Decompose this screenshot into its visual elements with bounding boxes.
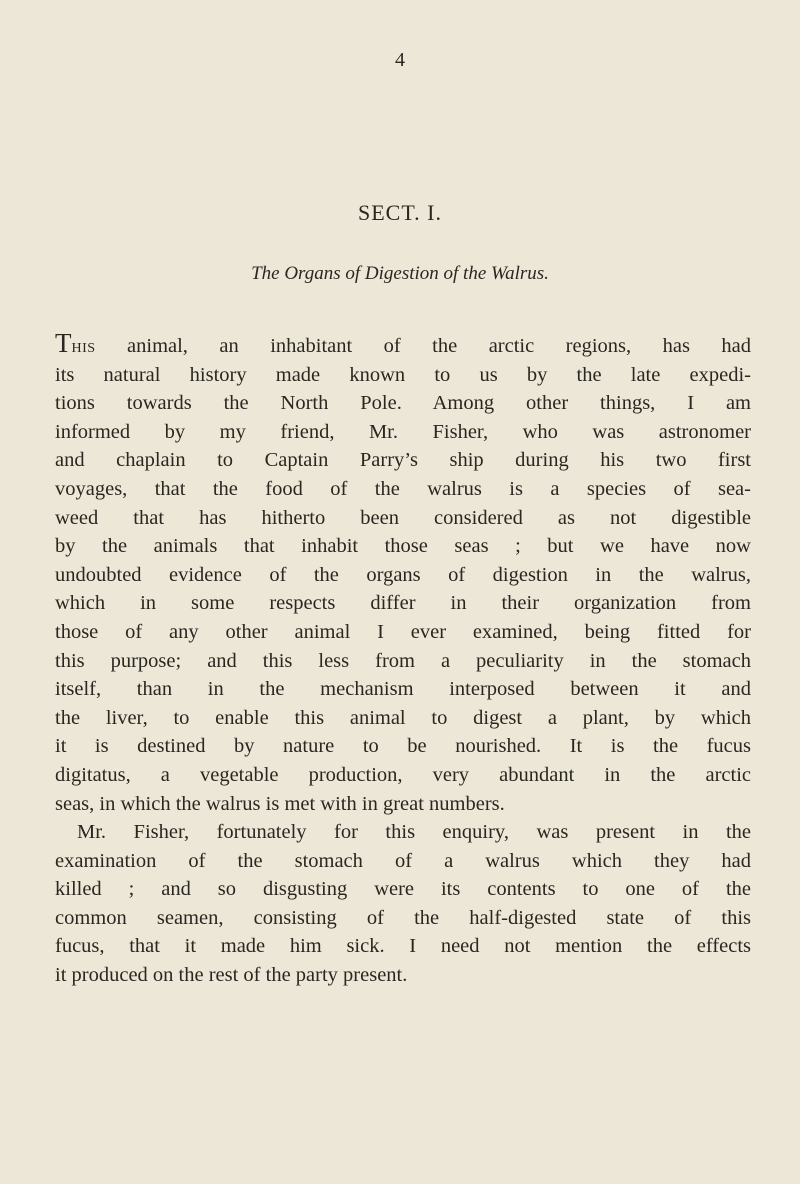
section-title: The Organs of Digestion of the Walrus. bbox=[251, 263, 549, 284]
text-line-16: digitatus, a vegetable production, very abundant in the arctic bbox=[55, 763, 751, 786]
text-line-17: seas, in which the walrus is met with in great numbers. bbox=[55, 792, 505, 815]
text-line-11: those of any other animal I ever examined, being fitted for bbox=[55, 620, 751, 643]
body-text bbox=[55, 328, 751, 990]
text-line-3: tions towards the North Pole. Among other things, I am bbox=[55, 392, 751, 415]
section-heading: SECT. I. bbox=[358, 200, 442, 225]
text-line-13: itself, than in the mechanism interposed between it and bbox=[55, 678, 751, 701]
text-line-7: weed that has hitherto been considered as not digestible bbox=[55, 506, 751, 529]
text-line-19: examination of the stomach of a walrus which they had bbox=[55, 849, 751, 872]
text-line-15: it is destined by nature to be nourished. It is the fucus bbox=[55, 735, 751, 758]
text-line-8: by the animals that inhabit those seas ; but we have now bbox=[55, 535, 751, 558]
page-number: 4 bbox=[395, 49, 405, 71]
drop-initial: T bbox=[55, 328, 72, 358]
text-line-4: informed by my friend, Mr. Fisher, who was astronomer bbox=[55, 420, 751, 443]
text-line-14: the liver, to enable this animal to digest a plant, by which bbox=[55, 706, 751, 729]
text-line-23: it produced on the rest of the party present. bbox=[55, 964, 408, 987]
text-line-18: Mr. Fisher, fortunately for this enquiry, was present in the bbox=[77, 821, 751, 844]
text-line-10: which in some respects differ in their organization from bbox=[55, 592, 751, 615]
text-line-20: killed ; and so disgusting were its contents to one of the bbox=[55, 878, 751, 901]
smallcaps-word: his bbox=[71, 335, 96, 357]
text-line-21: common seamen, consisting of the half-digested state of this bbox=[55, 906, 751, 929]
text-line-5: and chaplain to Captain Parry’s ship during his two first bbox=[55, 449, 751, 472]
text-line-22: fucus, that it made him sick. I need not mention the effects bbox=[55, 935, 751, 958]
text-line-2: its natural history made known to us by the late expedi- bbox=[55, 363, 751, 386]
text-line-1: This animal, an inhabitant of the arctic regions, has had bbox=[55, 328, 751, 358]
text-line-6: voyages, that the food of the walrus is a species of sea- bbox=[55, 477, 751, 500]
text-line-9: undoubted evidence of the organs of digestion in the walrus, bbox=[55, 563, 751, 586]
text-line-12: this purpose; and this less from a peculiarity in the stomach bbox=[55, 649, 751, 672]
